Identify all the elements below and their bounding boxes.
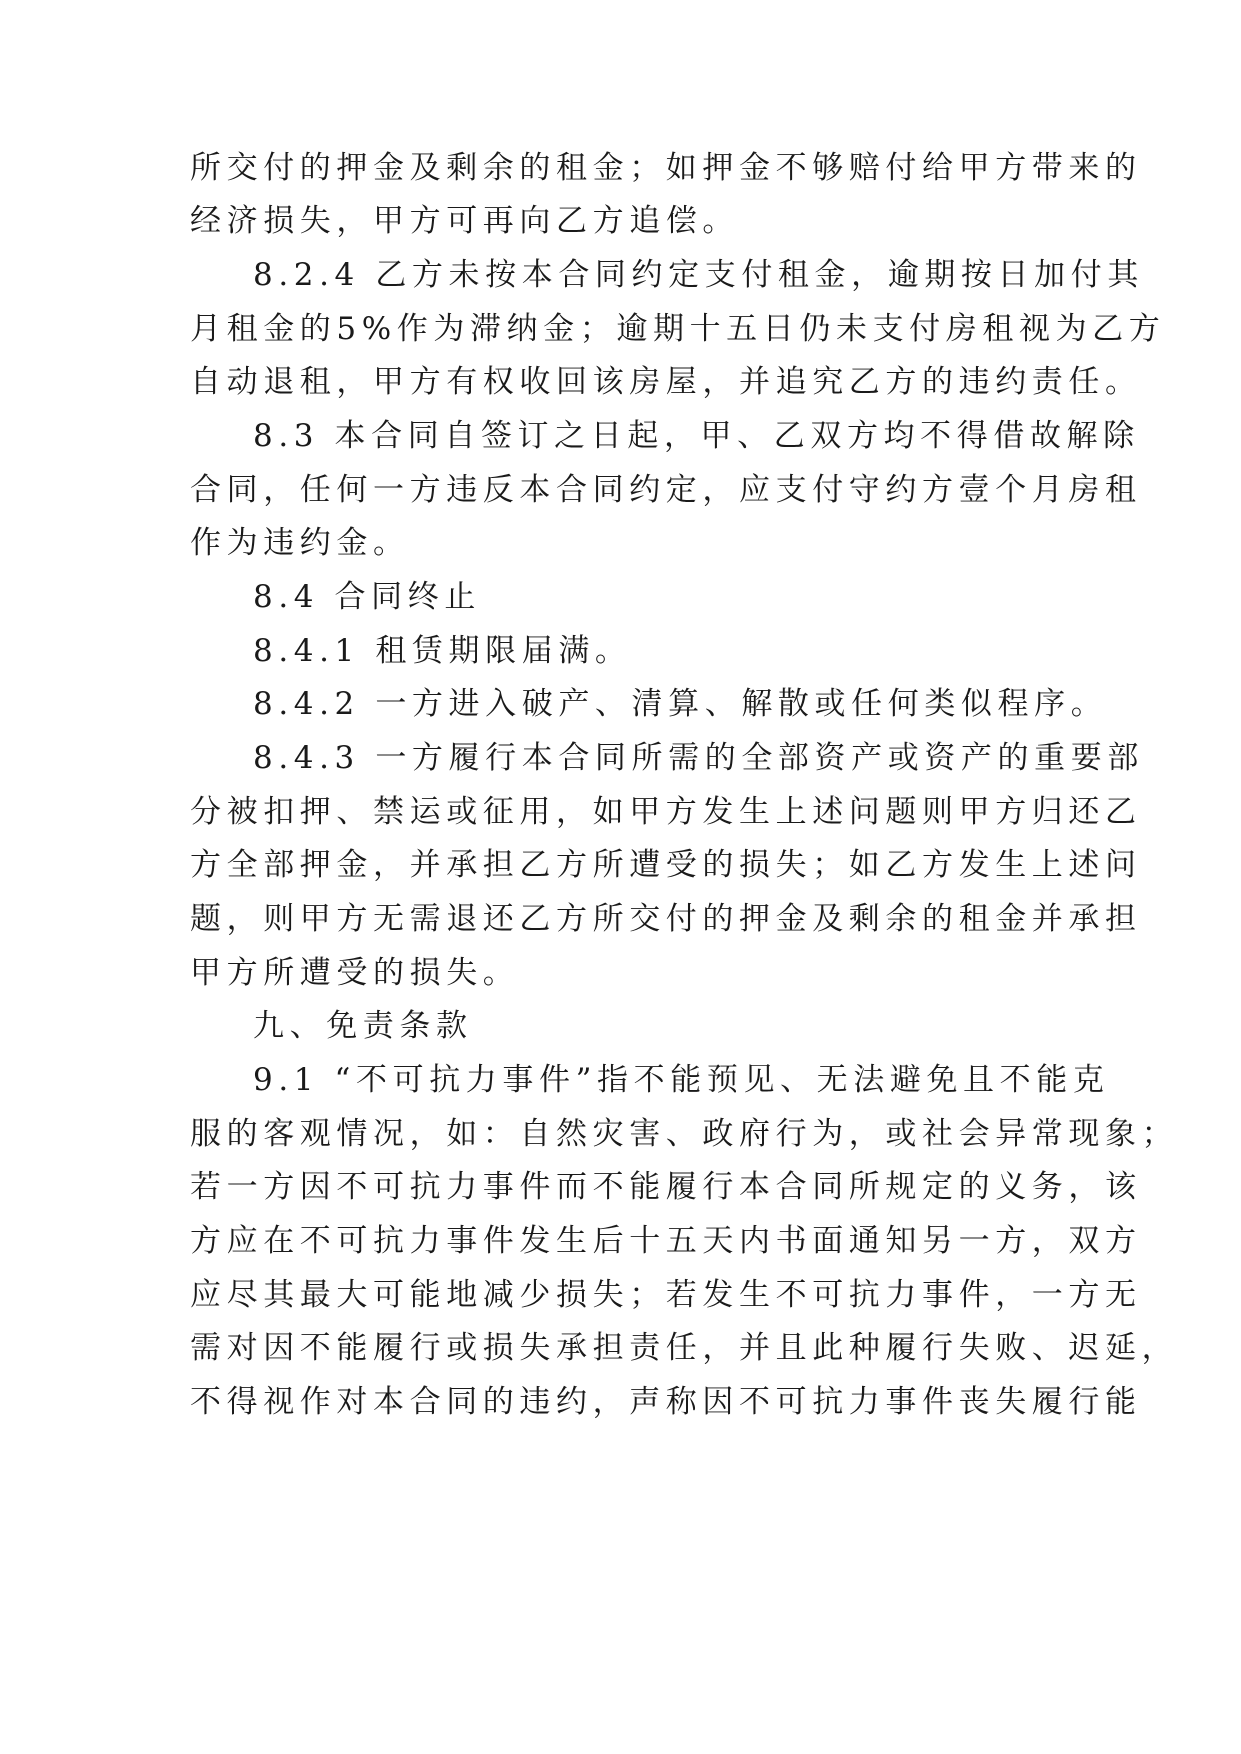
text-line: 自动退租，甲方有权收回该房屋，并追究乙方的违约责任。 — [190, 364, 1142, 400]
text-line: 甲方所遭受的损失。 — [190, 955, 520, 991]
clause-9-1: 9.1 “不可抗力事件”指不能预见、无法避免且不能克 — [253, 1062, 1110, 1098]
text-line: 需对因不能履行或损失承担责任，并且此种履行失败、迟延， — [190, 1330, 1179, 1366]
text-line: 月租金的5%作为滞纳金；逾期十五日仍未支付房租视为乙方 — [190, 311, 1166, 347]
clause-8-4-3: 8.4.3 一方履行本合同所需的全部资产或资产的重要部 — [253, 740, 1144, 776]
text-line: 方全部押金，并承担乙方所遭受的损失；如乙方发生上述问 — [190, 847, 1142, 883]
text-line: 合同，任何一方违反本合同约定，应支付守约方壹个月房租 — [190, 472, 1142, 508]
clause-8-4-heading: 8.4 合同终止 — [253, 579, 481, 615]
text-line: 经济损失，甲方可再向乙方追偿。 — [190, 203, 739, 239]
text-line: 分被扣押、禁运或征用，如甲方发生上述问题则甲方归还乙 — [190, 794, 1142, 830]
section-9-heading: 九、免责条款 — [253, 1008, 473, 1044]
clause-8-4-1: 8.4.1 租赁期限届满。 — [253, 633, 632, 669]
text-line: 应尽其最大可能地减少损失；若发生不可抗力事件，一方无 — [190, 1277, 1142, 1313]
text-line: 服的客观情况，如：自然灾害、政府行为，或社会异常现象； — [190, 1116, 1179, 1152]
text-line: 若一方因不可抗力事件而不能履行本合同所规定的义务，该 — [190, 1169, 1142, 1205]
clause-8-3: 8.3 本合同自签订之日起，甲、乙双方均不得借故解除 — [253, 418, 1140, 454]
text-line: 题，则甲方无需退还乙方所交付的押金及剩余的租金并承担 — [190, 901, 1142, 937]
text-line: 不得视作对本合同的违约，声称因不可抗力事件丧失履行能 — [190, 1384, 1142, 1420]
text-line: 所交付的押金及剩余的租金；如押金不够赔付给甲方带来的 — [190, 150, 1142, 186]
text-line: 方应在不可抗力事件发生后十五天内书面通知另一方，双方 — [190, 1223, 1142, 1259]
text-line: 作为违约金。 — [190, 525, 410, 561]
clause-8-2-4: 8.2.4 乙方未按本合同约定支付租金，逾期按日加付其 — [253, 257, 1144, 293]
clause-8-4-2: 8.4.2 一方进入破产、清算、解散或任何类似程序。 — [253, 686, 1108, 722]
